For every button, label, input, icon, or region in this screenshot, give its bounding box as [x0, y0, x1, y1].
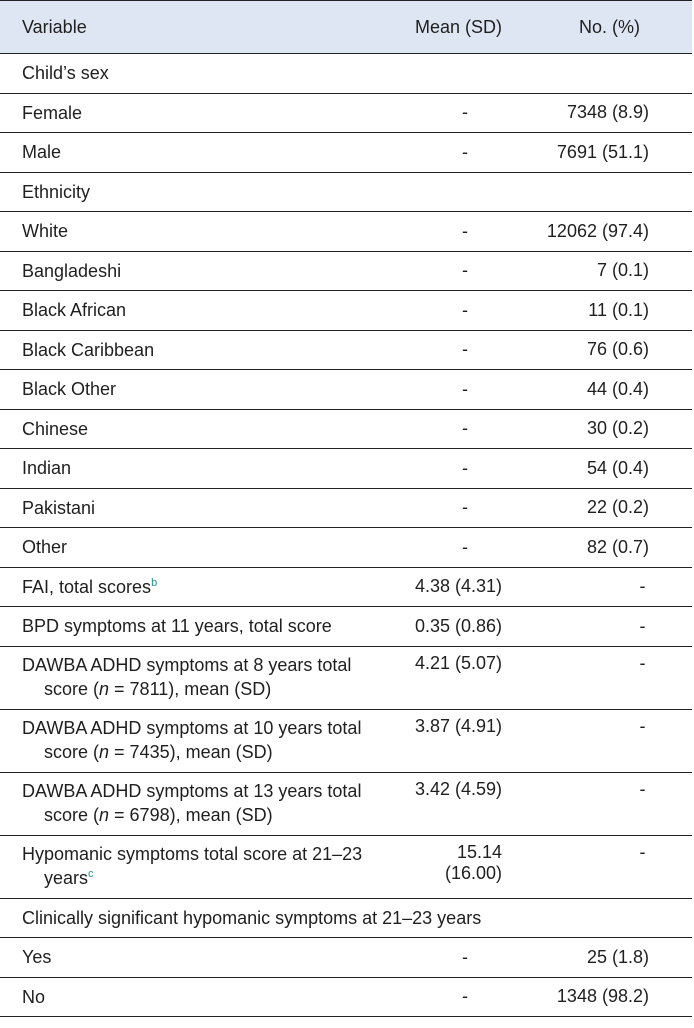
row-count: 11 (0.1)	[535, 291, 692, 331]
n-symbol: n	[99, 804, 110, 825]
row-count: -	[535, 567, 692, 607]
row-mean: 0.35 (0.86)	[395, 607, 535, 647]
table-row	[0, 409, 692, 449]
row-label: Indian	[0, 449, 395, 489]
row-mean: 3.42 (4.59)	[395, 772, 535, 835]
row-mean: -	[395, 133, 535, 173]
row-mean: -	[395, 93, 535, 133]
table-row	[0, 938, 692, 978]
footnote-marker: b	[151, 576, 158, 589]
row-label: Black African	[0, 291, 395, 331]
row-count: 54 (0.4)	[535, 449, 692, 489]
table-row	[0, 709, 692, 772]
n-symbol: n	[99, 678, 110, 699]
row-label-text: = 6798), mean (SD)	[109, 804, 273, 825]
header-variable: Variable	[0, 1, 395, 54]
row-label: No	[0, 977, 395, 1017]
row-count: -	[535, 607, 692, 647]
row-mean: 15.14 (16.00)	[395, 835, 535, 898]
row-mean: -	[395, 330, 535, 370]
section-sex: Child’s sex	[0, 54, 692, 94]
row-label: Pakistani	[0, 488, 395, 528]
row-count: 22 (0.2)	[535, 488, 692, 528]
section-ethnicity: Ethnicity	[0, 172, 692, 212]
row-mean: -	[395, 488, 535, 528]
row-mean: -	[395, 291, 535, 331]
row-label-text: FAI, total scores	[22, 576, 152, 597]
table-row	[0, 449, 692, 489]
header-mean-sd: Mean (SD)	[395, 1, 535, 54]
table-row	[0, 133, 692, 173]
row-label	[0, 772, 395, 835]
row-count: 1348 (98.2)	[535, 977, 692, 1017]
row-mean: 4.21 (5.07)	[395, 646, 535, 709]
row-count: 7691 (51.1)	[535, 133, 692, 173]
row-count: 30 (0.2)	[535, 409, 692, 449]
row-label-text: DAWBA ADHD symptoms at 8 years total score (	[22, 654, 352, 699]
table-row	[0, 977, 692, 1017]
row-label: Bangladeshi	[0, 251, 395, 291]
table-row	[0, 330, 692, 370]
row-count: 76 (0.6)	[535, 330, 692, 370]
table-row	[0, 488, 692, 528]
row-label-text: DAWBA ADHD symptoms at 10 years total score (	[22, 717, 362, 762]
row-label-text: = 7811), mean (SD)	[109, 678, 272, 699]
row-mean: -	[395, 528, 535, 568]
row-mean: -	[395, 251, 535, 291]
table-row	[0, 370, 692, 410]
row-mean: -	[395, 449, 535, 489]
row-label	[0, 835, 395, 898]
table-row	[0, 567, 692, 607]
header-no-pct: No. (%)	[535, 1, 692, 54]
row-label	[0, 646, 395, 709]
section-row	[0, 172, 692, 212]
row-count: 44 (0.4)	[535, 370, 692, 410]
row-mean: -	[395, 370, 535, 410]
section-hypomanic: Clinically significant hypomanic symptoms at 21–23 years	[0, 898, 692, 938]
row-count: -	[535, 835, 692, 898]
row-label-text: = 7435), mean (SD)	[109, 741, 273, 762]
row-label	[0, 709, 395, 772]
footnote-marker: c	[88, 867, 94, 880]
table-row	[0, 772, 692, 835]
row-count: -	[535, 646, 692, 709]
table-header	[0, 1, 692, 54]
row-mean: -	[395, 938, 535, 978]
row-count: -	[535, 772, 692, 835]
row-mean: -	[395, 212, 535, 252]
row-label: Female	[0, 93, 395, 133]
row-label: Black Caribbean	[0, 330, 395, 370]
table-row	[0, 607, 692, 647]
row-label: Yes	[0, 938, 395, 978]
row-mean: 3.87 (4.91)	[395, 709, 535, 772]
table-row	[0, 528, 692, 568]
row-label-text: DAWBA ADHD symptoms at 13 years total score (	[22, 780, 362, 825]
row-label: White	[0, 212, 395, 252]
table-row	[0, 291, 692, 331]
row-mean: -	[395, 977, 535, 1017]
table-row	[0, 93, 692, 133]
row-label: Black Other	[0, 370, 395, 410]
row-mean: -	[395, 409, 535, 449]
row-label: BPD symptoms at 11 years, total score	[0, 607, 395, 647]
row-label-text: Hypomanic symptoms total score at 21–23 years	[22, 843, 363, 888]
n-symbol: n	[99, 741, 110, 762]
section-row	[0, 54, 692, 94]
row-count: 25 (1.8)	[535, 938, 692, 978]
row-mean: 4.38 (4.31)	[395, 567, 535, 607]
row-count: 7 (0.1)	[535, 251, 692, 291]
row-count: 7348 (8.9)	[535, 93, 692, 133]
row-count: 82 (0.7)	[535, 528, 692, 568]
row-count: -	[535, 709, 692, 772]
table-row	[0, 251, 692, 291]
row-count: 12062 (97.4)	[535, 212, 692, 252]
table-row	[0, 212, 692, 252]
section-row	[0, 898, 692, 938]
row-label: Chinese	[0, 409, 395, 449]
table-row	[0, 646, 692, 709]
row-label: Other	[0, 528, 395, 568]
table-row	[0, 835, 692, 898]
row-label	[0, 567, 395, 607]
row-label: Male	[0, 133, 395, 173]
